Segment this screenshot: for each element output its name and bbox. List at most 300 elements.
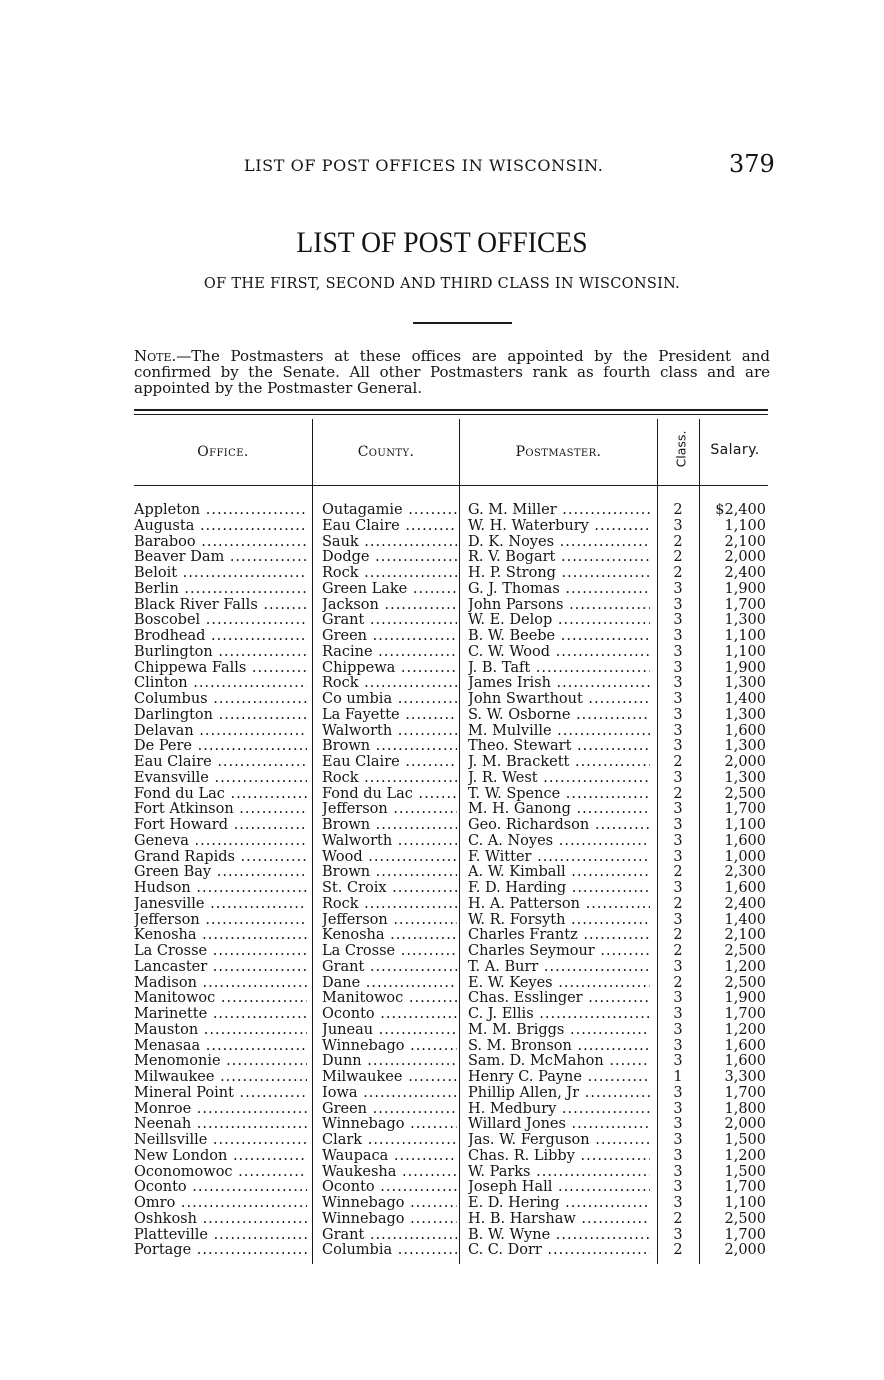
table-row [134,802,770,818]
table-row [134,566,770,582]
office-cell: Beaver Dam ..... [134,550,307,566]
office-cell: Green Bay ..... [134,865,307,881]
salary-cell: 3,300 [724,1070,766,1085]
office-cell: Monroe ..... [134,1102,307,1118]
salary-cell: 1,100 [724,629,766,644]
table-row [134,1180,770,1196]
table-row [134,1070,770,1086]
office-cell: New London ..... [134,1149,307,1165]
class-cell: 3 [673,1038,683,1054]
county-cell: Brown ..... [322,865,457,881]
postmaster-cell: R. V. Bogart ..... [468,550,650,566]
table-row [134,1086,770,1102]
county-cell: Dunn ..... [322,1054,457,1070]
county-cell: Kenosha ..... [322,928,457,944]
office-cell: Lancaster ..... [134,960,307,976]
salary-cell: 1,700 [724,1227,766,1243]
county-cell: Milwaukee ..... [322,1070,457,1086]
table-row [134,787,770,803]
class-cell: 3 [673,881,683,896]
postmaster-cell: C. C. Dorr ..... [468,1243,650,1259]
county-cell: Sauk ..... [322,535,457,551]
office-cell: Clinton ..... [134,676,307,692]
salary-cell: 1,600 [724,723,766,739]
postmaster-cell: F. D. Harding ..... [468,881,650,897]
table-row [134,1117,770,1133]
office-cell: Menomonie ..... [134,1054,307,1070]
postmaster-cell: J. B. Taft ..... [468,661,650,677]
class-cell: 3 [673,1085,683,1101]
salary-cell: 1,100 [724,1196,766,1211]
county-cell: Rock ..... [322,676,457,692]
table-row [134,1243,770,1259]
class-cell: 3 [673,959,683,975]
office-cell: Burlington ..... [134,645,307,661]
salary-cell: 1,600 [724,881,766,896]
postmaster-cell: Joseph Hall ..... [468,1180,650,1196]
county-cell: Winnebago ..... [322,1196,457,1212]
office-cell: Darlington ..... [134,708,307,724]
header-class [663,420,699,478]
class-cell: 2 [673,550,683,566]
class-cell: 3 [673,1101,683,1117]
class-cell: 3 [673,818,683,833]
salary-cell: 1,100 [724,518,766,534]
office-cell: Baraboo ..... [134,535,307,551]
salary-cell: 2,500 [724,1211,766,1227]
class-cell: 3 [673,1196,683,1211]
county-cell: Jackson ..... [322,598,457,614]
county-cell: Green Lake ..... [322,582,457,598]
county-cell: Brown ..... [322,739,457,755]
postmaster-cell: W. R. Forsyth ..... [468,913,650,929]
county-cell: Clark ..... [322,1133,457,1149]
postmaster-cell: F. Witter ..... [468,850,650,866]
class-cell: 3 [673,581,683,597]
table-row [134,897,770,913]
county-cell: Rock ..... [322,566,457,582]
salary-cell: 1,700 [724,1007,766,1022]
county-cell: Co umbia ..... [322,692,457,708]
office-cell: Black River Falls ..... [134,598,307,614]
postmaster-cell: G. M. Miller ..... [468,503,650,519]
salary-cell: 1,100 [724,818,766,833]
county-cell: La Fayette ..... [322,708,457,724]
table-row [134,850,770,866]
class-cell: 3 [673,1054,683,1070]
postmaster-cell: Jas. W. Ferguson ..... [468,1133,650,1149]
salary-cell: 1,300 [724,707,766,723]
county-cell: Rock ..... [322,771,457,787]
county-cell: Waukesha ..... [322,1165,457,1181]
class-cell: 2 [673,566,683,581]
county-cell: Eau Claire ..... [322,755,457,771]
salary-cell: 1,200 [724,959,766,975]
salary-cell: 1,700 [724,802,766,818]
county-cell: Columbia ..... [322,1243,457,1259]
salary-cell: 2,000 [724,755,766,770]
postmaster-cell: John Parsons ..... [468,598,650,614]
office-cell: Oshkosh ..... [134,1212,307,1228]
table-top-rule [134,409,768,411]
table-row [134,1165,770,1181]
class-cell: 3 [673,991,683,1007]
salary-cell: 1,400 [724,912,766,928]
office-cell: Beloit ..... [134,566,307,582]
county-cell: Winnebago ..... [322,1117,457,1133]
class-cell: 2 [673,503,683,518]
office-cell: Eau Claire ..... [134,755,307,771]
postmaster-cell: H. Medbury ..... [468,1102,650,1118]
page-number: 379 [729,150,775,178]
table-row [134,598,770,614]
county-cell: Walworth ..... [322,724,457,740]
table-row [134,755,770,771]
table-row [134,708,770,724]
office-cell: De Pere ..... [134,739,307,755]
class-cell: 3 [673,629,683,644]
salary-cell: 2,000 [724,1117,766,1133]
office-cell: Geneva ..... [134,834,307,850]
postmaster-cell: H. B. Harshaw ..... [468,1212,650,1228]
class-cell: 3 [673,833,683,849]
office-cell: Menasaa ..... [134,1039,307,1055]
class-cell: 2 [673,975,683,991]
class-cell: 2 [673,786,683,802]
county-cell: Walworth ..... [322,834,457,850]
county-cell: Jefferson ..... [322,913,457,929]
salary-cell: 1,600 [724,1054,766,1070]
header-class-label: Class. [673,430,689,468]
salary-cell: 1,300 [724,613,766,629]
county-cell: Winnebago ..... [322,1039,457,1055]
office-cell: Neillsville ..... [134,1133,307,1149]
postmaster-cell: E. D. Hering ..... [468,1196,650,1212]
table-row [134,1039,770,1055]
postmaster-cell: Charles Seymour ..... [468,944,650,960]
note-paragraph [134,348,770,396]
table-row [134,1196,770,1212]
table-row [134,834,770,850]
office-cell: Boscobel ..... [134,613,307,629]
class-cell: 3 [673,1148,683,1164]
county-cell: Green ..... [322,1102,457,1118]
table-row [134,913,770,929]
table-row [134,645,770,661]
county-cell: Grant ..... [322,960,457,976]
postmaster-cell: D. K. Noyes ..... [468,535,650,551]
salary-cell: 1,300 [724,676,766,692]
table-row [134,976,770,992]
salary-cell: 1,000 [724,849,766,865]
salary-cell: 2,500 [724,944,766,959]
table-row [134,991,770,1007]
county-cell: Grant ..... [322,613,457,629]
salary-cell: 1,200 [724,1022,766,1038]
class-cell: 3 [673,1007,683,1022]
county-cell: Chippewa ..... [322,661,457,677]
table-row [134,1228,770,1244]
table-row [134,1212,770,1228]
class-cell: 3 [673,1022,683,1038]
office-cell: La Crosse ..... [134,944,307,960]
class-cell: 3 [673,660,683,676]
office-cell: Hudson ..... [134,881,307,897]
postmaster-cell: C. A. Noyes ..... [468,834,650,850]
postmaster-cell: A. W. Kimball ..... [468,865,650,881]
postmaster-cell: C. W. Wood ..... [468,645,650,661]
postmaster-cell: M. M. Briggs ..... [468,1023,650,1039]
table-row [134,944,770,960]
postmaster-cell: W. H. Waterbury ..... [468,519,650,535]
postmaster-cell: J. R. West ..... [468,771,650,787]
county-cell: Rock ..... [322,897,457,913]
table-row [134,661,770,677]
class-cell: 3 [673,802,683,818]
salary-cell: 1,500 [724,1164,766,1180]
postmaster-cell: S. M. Bronson ..... [468,1039,650,1055]
header-salary: Salary. [710,442,760,458]
table-row [134,692,770,708]
county-cell: St. Croix ..... [322,881,457,897]
class-cell: 3 [673,739,683,755]
salary-cell: 1,200 [724,1148,766,1164]
office-cell: Omro ..... [134,1196,307,1212]
table-row [134,1054,770,1070]
table-row [134,1023,770,1039]
postmaster-cell: Henry C. Payne ..... [468,1070,650,1086]
table-row [134,739,770,755]
table-row [134,582,770,598]
postmaster-cell: S. W. Osborne ..... [468,708,650,724]
salary-cell: 2,100 [724,534,766,550]
county-cell: Dane ..... [322,976,457,992]
table-row [134,960,770,976]
postmaster-cell: W. Parks ..... [468,1165,650,1181]
class-cell: 2 [673,928,683,944]
postmaster-cell: Chas. Esslinger ..... [468,991,650,1007]
county-cell: Green ..... [322,629,457,645]
table-row [134,1149,770,1165]
county-cell: Winnebago ..... [322,1212,457,1228]
county-cell: Outagamie ..... [322,503,457,519]
salary-cell: 1,300 [724,770,766,786]
title-divider [413,322,512,324]
class-cell: 3 [673,644,683,660]
county-cell: Jefferson ..... [322,802,457,818]
postmaster-cell: H. A. Patterson ..... [468,897,650,913]
office-cell: Platteville ..... [134,1228,307,1244]
county-cell: Eau Claire ..... [322,519,457,535]
table-row [134,928,770,944]
salary-cell: 1,400 [724,692,766,707]
office-cell: Delavan ..... [134,724,307,740]
table-row [134,1007,770,1023]
class-cell: 3 [673,723,683,739]
postmaster-cell: C. J. Ellis ..... [468,1007,650,1023]
class-cell: 3 [673,597,683,613]
county-cell: Waupaca ..... [322,1149,457,1165]
postmaster-cell: G. J. Thomas ..... [468,582,650,598]
office-cell: Mineral Point ..... [134,1086,307,1102]
class-cell: 2 [673,896,683,912]
county-cell: Oconto ..... [322,1180,457,1196]
county-cell: Brown ..... [322,818,457,834]
class-cell: 1 [673,1070,683,1085]
salary-cell: 1,500 [724,1133,766,1148]
class-cell: 3 [673,613,683,629]
postmaster-cell: Theo. Stewart ..... [468,739,650,755]
office-cell: Fond du Lac ..... [134,787,307,803]
page-title: LIST OF POST OFFICES [296,226,588,259]
salary-cell: 1,100 [724,644,766,660]
postmaster-cell: T. W. Spence ..... [468,787,650,803]
salary-cell: 2,100 [724,928,766,944]
header-bottom-rule [134,485,768,486]
class-cell: 3 [673,1133,683,1148]
postmaster-cell: B. W. Wyne ..... [468,1228,650,1244]
office-cell: Fort Atkinson ..... [134,802,307,818]
postmaster-cell: Phillip Allen, Jr ..... [468,1086,650,1102]
postmaster-cell: T. A. Burr ..... [468,960,650,976]
postmaster-cell: B. W. Beebe ..... [468,629,650,645]
table-row [134,771,770,787]
office-cell: Jefferson ..... [134,913,307,929]
postmaster-cell: Geo. Richardson ..... [468,818,650,834]
office-cell: Janesville ..... [134,897,307,913]
office-cell: Neenah ..... [134,1117,307,1133]
class-cell: 3 [673,912,683,928]
postmaster-cell: James Irish ..... [468,676,650,692]
salary-cell: 1,700 [724,597,766,613]
office-cell: Milwaukee ..... [134,1070,307,1086]
salary-cell: 2,500 [724,786,766,802]
office-cell: Mauston ..... [134,1023,307,1039]
postmaster-cell: H. P. Strong ..... [468,566,650,582]
postmaster-cell: Chas. R. Libby ..... [468,1149,650,1165]
class-cell: 2 [673,755,683,770]
class-cell: 3 [673,1227,683,1243]
class-cell: 3 [673,1117,683,1133]
class-cell: 3 [673,676,683,692]
office-cell: Portage ..... [134,1243,307,1259]
table-row [134,629,770,645]
office-cell: Columbus ..... [134,692,307,708]
salary-cell: 1,900 [724,991,766,1007]
county-cell: Wood ..... [322,850,457,866]
salary-cell: 2,400 [724,566,766,581]
table-row [134,613,770,629]
table-row [134,503,770,519]
class-cell: 2 [673,1211,683,1227]
class-cell: 3 [673,849,683,865]
office-cell: Evansville ..... [134,771,307,787]
county-cell: Racine ..... [322,645,457,661]
table-row [134,881,770,897]
table-row [134,1133,770,1149]
salary-cell: 2,000 [724,1243,766,1259]
salary-cell: 1,900 [724,581,766,597]
county-cell: Juneau ..... [322,1023,457,1039]
postmaster-cell: M. Mulville ..... [468,724,650,740]
salary-cell: $2,400 [715,503,766,518]
table-row [134,818,770,834]
class-cell: 2 [673,944,683,959]
postmaster-cell: W. E. Delop ..... [468,613,650,629]
header-office: Office. [197,444,249,460]
salary-cell: 1,700 [724,1180,766,1196]
running-head: LIST OF POST OFFICES IN WISCONSIN. [244,156,604,175]
class-cell: 2 [673,865,683,881]
office-cell: Oconomowoc ..... [134,1165,307,1181]
table-row [134,724,770,740]
postmaster-cell: John Swarthout ..... [468,692,650,708]
county-cell: Oconto ..... [322,1007,457,1023]
class-cell: 2 [673,1243,683,1259]
county-cell: La Crosse ..... [322,944,457,960]
office-cell: Fort Howard ..... [134,818,307,834]
salary-cell: 2,500 [724,975,766,991]
salary-cell: 1,900 [724,660,766,676]
table-row [134,550,770,566]
office-cell: Manitowoc ..... [134,991,307,1007]
postmaster-cell: E. W. Keyes ..... [468,976,650,992]
salary-cell: 2,300 [724,865,766,881]
office-cell: Kenosha ..... [134,928,307,944]
office-cell: Augusta ..... [134,519,307,535]
postmaster-cell: Willard Jones ..... [468,1117,650,1133]
salary-cell: 1,300 [724,739,766,755]
salary-cell: 2,400 [724,896,766,912]
class-cell: 3 [673,770,683,786]
office-cell: Chippewa Falls ..... [134,661,307,677]
office-cell: Grand Rapids ..... [134,850,307,866]
table-row [134,676,770,692]
note-label: Note.— [134,347,192,365]
county-cell: Manitowoc ..... [322,991,457,1007]
office-cell: Marinette ..... [134,1007,307,1023]
salary-cell: 1,800 [724,1101,766,1117]
note-text: The Postmasters at these offices are appointed by the President and confirmed by the Senate. All other Postmasters rank as fourth class and are appointed by the Postmaster General. [134,347,770,397]
table-row [134,865,770,881]
county-cell: Grant ..... [322,1228,457,1244]
post-office-table [134,503,770,1259]
postmaster-cell: M. H. Ganong ..... [468,802,650,818]
county-cell: Iowa ..... [322,1086,457,1102]
page-subtitle: OF THE FIRST, SECOND AND THIRD CLASS IN WISCONSIN. [203,276,681,292]
salary-cell: 2,000 [724,550,766,566]
office-cell: Appleton ..... [134,503,307,519]
office-cell: Madison ..... [134,976,307,992]
office-cell: Brodhead ..... [134,629,307,645]
table-row [134,535,770,551]
header-postmaster: Postmaster. [515,444,602,460]
class-cell: 3 [673,692,683,707]
postmaster-cell: J. M. Brackett ..... [468,755,650,771]
office-cell: Berlin ..... [134,582,307,598]
table-row [134,1102,770,1118]
county-cell: Dodge ..... [322,550,457,566]
postmaster-cell: Sam. D. McMahon ..... [468,1054,650,1070]
header-county: County. [357,444,415,460]
table-row [134,519,770,535]
class-cell: 3 [673,518,683,534]
postmaster-cell: Charles Frantz ..... [468,928,650,944]
table-top-rule-thin [134,414,768,415]
class-cell: 2 [673,534,683,550]
class-cell: 3 [673,707,683,723]
salary-cell: 1,600 [724,1038,766,1054]
